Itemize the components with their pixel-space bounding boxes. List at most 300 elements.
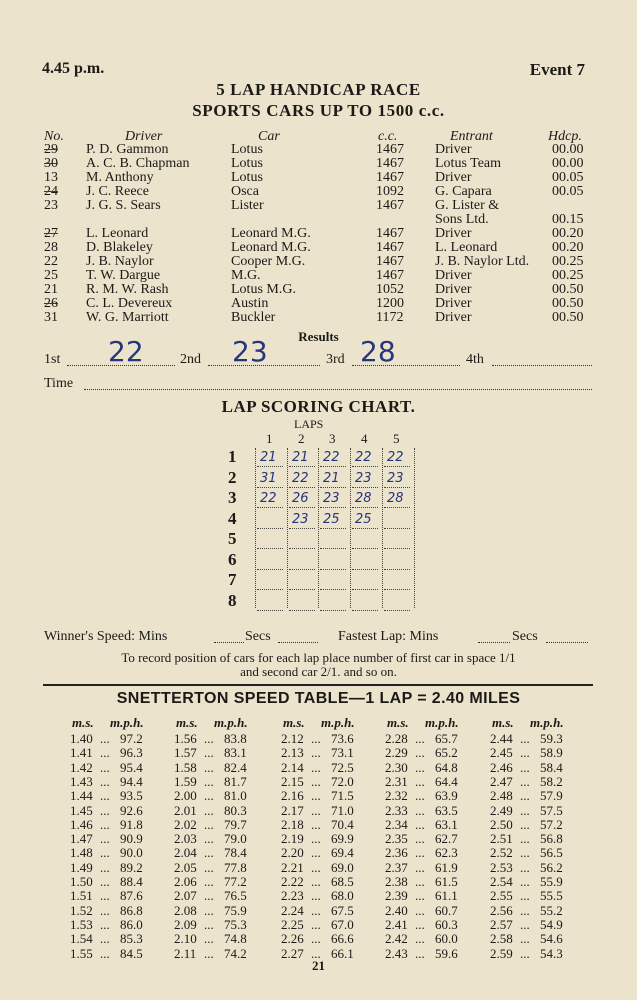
speed-ms: 2.47 <box>490 773 513 789</box>
lap-cell[interactable] <box>289 532 315 549</box>
col-header-no: No. <box>44 129 64 144</box>
speed-leader-dots: ... <box>100 859 110 875</box>
entry-row <box>0 171 637 185</box>
speed-ms: 2.21 <box>281 859 304 875</box>
lap-cell-value: 28 <box>387 491 404 506</box>
lap-cell[interactable] <box>352 532 378 549</box>
speed-ms: 2.14 <box>281 759 304 775</box>
speed-ms: 1.43 <box>70 773 93 789</box>
speed-leader-dots: ... <box>311 916 321 932</box>
speed-mph: 61.9 <box>435 859 458 875</box>
speed-leader-dots: ... <box>100 916 110 932</box>
speed-leader-dots: ... <box>311 788 321 804</box>
lap-cell[interactable] <box>384 573 410 590</box>
speed-mph: 64.4 <box>435 773 458 789</box>
col-header-car: Car <box>258 129 280 144</box>
entry-hdcp: 00.05 <box>552 170 584 185</box>
speed-ms: 2.07 <box>174 888 197 904</box>
entry-entrant: Driver <box>435 142 472 157</box>
entry-row <box>0 213 637 227</box>
speed-mph: 95.4 <box>120 759 143 775</box>
entry-no: 27 <box>44 226 58 241</box>
speed-mph: 57.5 <box>540 802 563 818</box>
entry-entrant: G. Lister & <box>435 198 500 213</box>
speed-leader-dots: ... <box>415 759 425 775</box>
entry-cc: 1467 <box>376 226 404 241</box>
chart-column-line <box>382 448 383 608</box>
speed-ms: 2.24 <box>281 902 304 918</box>
position-6: 6 <box>228 549 237 569</box>
entry-no: 22 <box>44 254 58 269</box>
entry-driver: T. W. Dargue <box>86 268 161 283</box>
race-time: 4.45 p.m. <box>42 60 105 77</box>
first-label: 1st <box>44 352 61 367</box>
speed-ms: 2.52 <box>490 845 513 861</box>
lap-cell[interactable] <box>384 553 410 570</box>
chart-column-line <box>318 448 319 608</box>
entry-hdcp: 00.15 <box>552 212 584 227</box>
speed-mph: 65.7 <box>435 731 458 746</box>
speed-mph: 54.6 <box>540 931 563 947</box>
entry-row <box>0 311 637 325</box>
entry-entrant: L. Leonard <box>435 240 498 255</box>
entry-driver: A. C. B. Chapman <box>86 156 190 171</box>
entry-driver: W. G. Marriott <box>86 310 169 325</box>
speed-leader-dots: ... <box>100 745 110 761</box>
entry-entrant: Driver <box>435 226 472 241</box>
speed-leader-dots: ... <box>100 931 110 947</box>
speed-mph: 60.7 <box>435 902 458 918</box>
speed-mph: 66.1 <box>331 945 354 961</box>
speed-mph: 59.6 <box>435 945 458 961</box>
entry-entrant: Driver <box>435 296 472 311</box>
entry-car: Lotus <box>231 170 263 185</box>
lap-cell-value: 21 <box>323 470 340 486</box>
speed-ms: 1.41 <box>70 745 93 761</box>
speed-leader-dots: ... <box>100 874 110 889</box>
entry-cc: 1467 <box>376 268 404 283</box>
speed-ms: 1.58 <box>174 759 197 775</box>
lap-cell-value: 22 <box>387 450 404 465</box>
speed-leader-dots: ... <box>311 874 321 889</box>
speed-ms: 2.27 <box>281 945 304 961</box>
instructions-line-1: To record position of cars for each lap place number of first car in space 1/1 <box>121 650 516 665</box>
lap-cell-value: 25 <box>355 511 372 527</box>
speed-mph: 55.9 <box>540 874 563 889</box>
entry-entrant: Driver <box>435 282 472 297</box>
speed-mph: 77.8 <box>224 859 247 875</box>
entry-no: 24 <box>44 184 58 199</box>
speed-ms: 2.50 <box>490 816 513 832</box>
speed-ms: 1.42 <box>70 759 93 775</box>
speed-mph: 64.8 <box>435 759 458 775</box>
speed-ms: 1.53 <box>70 916 93 932</box>
speed-ms: 1.52 <box>70 902 93 918</box>
speed-leader-dots: ... <box>415 745 425 761</box>
col-header-entrant: Entrant <box>450 129 493 144</box>
entry-driver: M. Anthony <box>86 170 154 185</box>
speed-mph: 90.9 <box>120 831 143 847</box>
speed-mph: 90.0 <box>120 845 143 861</box>
speed-ms: 2.13 <box>281 745 304 761</box>
speed-mph: 71.0 <box>331 802 354 818</box>
lap-cell-value: 23 <box>387 470 404 486</box>
speed-ms: 2.40 <box>385 902 408 918</box>
speed-ms: 2.43 <box>385 945 408 961</box>
entry-row <box>0 227 637 241</box>
speed-leader-dots: ... <box>415 888 425 904</box>
entry-cc: 1172 <box>376 310 404 325</box>
speed-mph: 56.5 <box>540 845 563 861</box>
lap-cell[interactable] <box>352 553 378 570</box>
lap-number-1: 1 <box>266 431 273 446</box>
speed-leader-dots: ... <box>311 816 321 832</box>
lap-cell[interactable] <box>257 512 283 529</box>
speed-mph: 55.2 <box>540 902 563 918</box>
entry-entrant: Driver <box>435 310 472 325</box>
entry-entrant: G. Capara <box>435 184 492 199</box>
divider-rule <box>43 684 593 686</box>
entry-hdcp: 00.20 <box>552 240 584 255</box>
lap-cell-value: 23 <box>355 470 372 486</box>
speed-ms: 2.04 <box>174 845 197 861</box>
speed-ms: 1.40 <box>70 731 93 746</box>
speed-table-title: SNETTERTON SPEED TABLE—1 LAP = 2.40 MILES <box>116 690 521 707</box>
speed-mph: 85.3 <box>120 931 143 947</box>
speed-mph: 81.0 <box>224 788 247 804</box>
speed-leader-dots: ... <box>520 831 530 847</box>
entry-row <box>0 241 637 255</box>
lap-cell[interactable] <box>257 532 283 549</box>
speed-ms: 1.44 <box>70 788 93 804</box>
entry-hdcp: 00.05 <box>552 184 584 199</box>
entry-hdcp: 00.00 <box>552 142 584 157</box>
entry-car: Austin <box>231 296 269 311</box>
speed-mph: 63.5 <box>435 802 458 818</box>
speed-ms: 1.56 <box>174 731 197 746</box>
speed-leader-dots: ... <box>520 745 530 761</box>
entry-cc: 1467 <box>376 254 404 269</box>
time-dotline <box>84 389 592 390</box>
speed-mph: 88.4 <box>120 874 143 889</box>
position-4: 4 <box>228 508 237 528</box>
entry-driver: C. L. Devereux <box>86 296 173 311</box>
speed-leader-dots: ... <box>204 802 214 818</box>
speed-mph: 89.2 <box>120 859 143 875</box>
speed-leader-dots: ... <box>100 845 110 861</box>
speed-mph: 79.0 <box>224 831 247 847</box>
entry-row <box>0 157 637 171</box>
speed-ms: 2.59 <box>490 945 513 961</box>
time-label: Time <box>44 376 74 391</box>
speed-ms: 2.16 <box>281 788 304 804</box>
speed-mph: 86.0 <box>120 916 143 932</box>
speed-leader-dots: ... <box>100 759 110 775</box>
speed-ms: 2.20 <box>281 845 304 861</box>
speed-col-ms-header: m.s. <box>387 715 409 730</box>
position-3: 3 <box>228 488 237 507</box>
speed-leader-dots: ... <box>415 931 425 947</box>
speed-ms: 2.53 <box>490 859 513 875</box>
lap-cell[interactable] <box>320 553 346 570</box>
speed-ms: 2.28 <box>385 731 408 746</box>
speed-mph: 54.9 <box>540 916 563 932</box>
winners-speed-label: Winner's Speed: Mins <box>44 629 168 644</box>
speed-leader-dots: ... <box>415 802 425 818</box>
speed-leader-dots: ... <box>100 816 110 832</box>
speed-leader-dots: ... <box>311 731 321 746</box>
col-header-cc: c.c. <box>378 129 398 144</box>
speed-leader-dots: ... <box>204 759 214 775</box>
entry-no: 29 <box>44 142 58 157</box>
entry-hdcp: 00.50 <box>552 296 584 311</box>
speed-ms: 2.22 <box>281 874 304 889</box>
speed-leader-dots: ... <box>520 888 530 904</box>
lap-cell[interactable] <box>352 573 378 590</box>
speed-col-ms-header: m.s. <box>176 715 198 730</box>
entry-entrant: Sons Ltd. <box>435 212 489 227</box>
speed-mph: 91.8 <box>120 816 143 832</box>
lap-cell[interactable] <box>320 594 346 611</box>
entry-driver: L. Leonard <box>86 226 149 241</box>
speed-ms: 2.34 <box>385 816 408 832</box>
speed-ms: 2.41 <box>385 916 408 932</box>
speed-ms: 2.46 <box>490 759 513 775</box>
speed-ms: 1.48 <box>70 845 93 861</box>
fastest-lap-label: Fastest Lap: Mins <box>338 629 439 644</box>
speed-ms: 1.54 <box>70 931 93 947</box>
speed-mph: 66.6 <box>331 931 354 947</box>
speed-ms: 2.09 <box>174 916 197 932</box>
results-label: Results <box>298 329 339 344</box>
lap-number-4: 4 <box>361 431 368 446</box>
entry-entrant: Lotus Team <box>435 156 502 171</box>
speed-leader-dots: ... <box>100 945 110 961</box>
speed-ms: 2.23 <box>281 888 304 904</box>
lap-cell-value: 25 <box>323 511 340 527</box>
entry-driver: J. C. Reece <box>86 184 149 199</box>
speed-leader-dots: ... <box>520 773 530 789</box>
speed-ms: 2.49 <box>490 802 513 818</box>
speed-ms: 2.01 <box>174 802 197 818</box>
first-place-value: 22 <box>108 335 144 368</box>
lap-number-3: 3 <box>329 431 336 446</box>
lap-number-2: 2 <box>298 431 305 446</box>
speed-mph: 71.5 <box>331 788 354 804</box>
fastest-secs-dots <box>546 642 588 643</box>
speed-ms: 1.49 <box>70 859 93 875</box>
entry-no: 31 <box>44 310 58 325</box>
chart-column-line <box>414 448 415 608</box>
speed-mph: 63.9 <box>435 788 458 804</box>
lap-cell[interactable] <box>289 553 315 570</box>
lap-cell-value: 22 <box>292 470 309 486</box>
entry-cc: 1092 <box>376 184 404 199</box>
speed-leader-dots: ... <box>415 731 425 746</box>
chart-column-line <box>350 448 351 608</box>
speed-mph: 79.7 <box>224 816 247 832</box>
lap-cell-value: 22 <box>355 450 372 465</box>
entry-car: Lotus <box>231 156 263 171</box>
lap-cell[interactable] <box>384 532 410 549</box>
speed-ms: 1.59 <box>174 773 197 789</box>
speed-mph: 81.7 <box>224 773 247 789</box>
entry-no: 25 <box>44 268 58 283</box>
speed-ms: 1.46 <box>70 816 93 832</box>
position-5: 5 <box>228 529 237 548</box>
speed-leader-dots: ... <box>311 831 321 847</box>
speed-mph: 86.8 <box>120 902 143 918</box>
speed-leader-dots: ... <box>415 773 425 789</box>
entry-no: 21 <box>44 282 58 297</box>
speed-ms: 2.25 <box>281 916 304 932</box>
lap-cell[interactable] <box>257 594 283 611</box>
speed-ms: 2.37 <box>385 859 408 875</box>
speed-mph: 59.3 <box>540 731 563 746</box>
entry-row <box>0 185 637 199</box>
speed-leader-dots: ... <box>311 859 321 875</box>
speed-leader-dots: ... <box>311 931 321 947</box>
entry-car: Lister <box>231 198 264 213</box>
speed-leader-dots: ... <box>204 945 214 961</box>
speed-leader-dots: ... <box>204 788 214 804</box>
speed-ms: 2.35 <box>385 831 408 847</box>
speed-leader-dots: ... <box>520 902 530 918</box>
entry-cc: 1467 <box>376 156 404 171</box>
speed-leader-dots: ... <box>520 759 530 775</box>
speed-leader-dots: ... <box>520 802 530 818</box>
event-number: Event 7 <box>529 60 585 79</box>
fastest-secs-label: Secs <box>512 629 538 644</box>
speed-ms: 2.33 <box>385 802 408 818</box>
speed-mph: 67.0 <box>331 916 354 932</box>
speed-mph: 61.5 <box>435 874 458 889</box>
lap-cell-value: 22 <box>323 450 340 465</box>
entry-row <box>0 283 637 297</box>
speed-mph: 56.8 <box>540 831 563 847</box>
speed-mph: 97.2 <box>120 731 143 746</box>
speed-ms: 2.54 <box>490 874 513 889</box>
speed-mph: 57.2 <box>540 816 563 832</box>
lap-cell-value: 23 <box>292 511 309 527</box>
race-subtitle: SPORTS CARS UP TO 1500 c.c. <box>192 101 445 120</box>
lap-cell[interactable] <box>384 594 410 611</box>
speed-ms: 2.55 <box>490 888 513 904</box>
entry-no: 23 <box>44 198 58 213</box>
speed-mph: 67.5 <box>331 902 354 918</box>
lap-cell[interactable] <box>320 573 346 590</box>
speed-leader-dots: ... <box>415 902 425 918</box>
lap-cell[interactable] <box>352 594 378 611</box>
speed-leader-dots: ... <box>415 831 425 847</box>
speed-col-mph-header: m.p.h. <box>214 715 248 730</box>
speed-mph: 93.5 <box>120 788 143 804</box>
speed-col-mph-header: m.p.h. <box>321 715 355 730</box>
speed-mph: 72.5 <box>331 759 354 775</box>
entry-car: Buckler <box>231 310 276 325</box>
speed-mph: 60.3 <box>435 916 458 932</box>
entry-entrant: J. B. Naylor Ltd. <box>435 254 530 269</box>
speed-leader-dots: ... <box>100 831 110 847</box>
speed-leader-dots: ... <box>415 816 425 832</box>
speed-ms: 2.57 <box>490 916 513 932</box>
speed-mph: 80.3 <box>224 802 247 818</box>
speed-leader-dots: ... <box>204 845 214 861</box>
entry-row <box>0 297 637 311</box>
third-place-value: 28 <box>360 335 396 368</box>
speed-mph: 87.6 <box>120 888 143 904</box>
speed-mph: 75.9 <box>224 902 247 918</box>
speed-mph: 63.1 <box>435 816 458 832</box>
entry-car: Leonard M.G. <box>231 240 311 255</box>
speed-col-ms-header: m.s. <box>72 715 94 730</box>
speed-leader-dots: ... <box>311 888 321 904</box>
lap-cell[interactable] <box>289 573 315 590</box>
second-label: 2nd <box>180 352 201 367</box>
speed-mph: 61.1 <box>435 888 458 904</box>
speed-ms: 1.57 <box>174 745 197 761</box>
fastest-mins-dots <box>478 642 510 643</box>
page-number: 21 <box>312 958 325 973</box>
speed-ms: 2.48 <box>490 788 513 804</box>
speed-leader-dots: ... <box>415 788 425 804</box>
speed-ms: 2.56 <box>490 902 513 918</box>
speed-mph: 68.5 <box>331 874 354 889</box>
speed-leader-dots: ... <box>311 759 321 775</box>
entry-hdcp: 00.50 <box>552 282 584 297</box>
lap-cell-value: 23 <box>323 491 340 506</box>
speed-mph: 73.1 <box>331 745 354 761</box>
entry-row <box>0 199 637 213</box>
speed-mph: 84.5 <box>120 945 143 961</box>
speed-leader-dots: ... <box>415 916 425 932</box>
entry-hdcp: 00.25 <box>552 268 584 283</box>
speed-mph: 77.2 <box>224 874 247 889</box>
speed-ms: 2.08 <box>174 902 197 918</box>
speed-mph: 83.1 <box>224 745 247 761</box>
lap-cell[interactable] <box>257 573 283 590</box>
speed-mph: 82.4 <box>224 759 247 775</box>
lap-cell[interactable] <box>257 553 283 570</box>
lap-cell[interactable] <box>384 512 410 529</box>
lap-cell[interactable] <box>289 594 315 611</box>
speed-leader-dots: ... <box>415 874 425 889</box>
speed-ms: 1.47 <box>70 831 93 847</box>
position-7: 7 <box>228 570 237 589</box>
speed-ms: 2.19 <box>281 831 304 847</box>
lap-cell[interactable] <box>320 532 346 549</box>
lap-cell-value: 31 <box>260 470 277 486</box>
entry-cc: 1467 <box>376 240 404 255</box>
second-place-value: 23 <box>232 335 268 368</box>
speed-ms: 2.03 <box>174 831 197 847</box>
entry-cc: 1052 <box>376 282 404 297</box>
speed-leader-dots: ... <box>100 888 110 904</box>
speed-leader-dots: ... <box>204 931 214 947</box>
speed-mph: 78.4 <box>224 845 247 861</box>
speed-ms: 1.50 <box>70 874 93 889</box>
speed-mph: 62.7 <box>435 831 458 847</box>
speed-leader-dots: ... <box>520 788 530 804</box>
speed-leader-dots: ... <box>520 845 530 861</box>
speed-mph: 60.0 <box>435 931 458 947</box>
speed-ms: 2.58 <box>490 931 513 947</box>
speed-leader-dots: ... <box>204 816 214 832</box>
entry-driver: D. Blakeley <box>86 240 153 255</box>
speed-ms: 2.51 <box>490 831 513 847</box>
speed-leader-dots: ... <box>311 802 321 818</box>
speed-leader-dots: ... <box>204 773 214 789</box>
